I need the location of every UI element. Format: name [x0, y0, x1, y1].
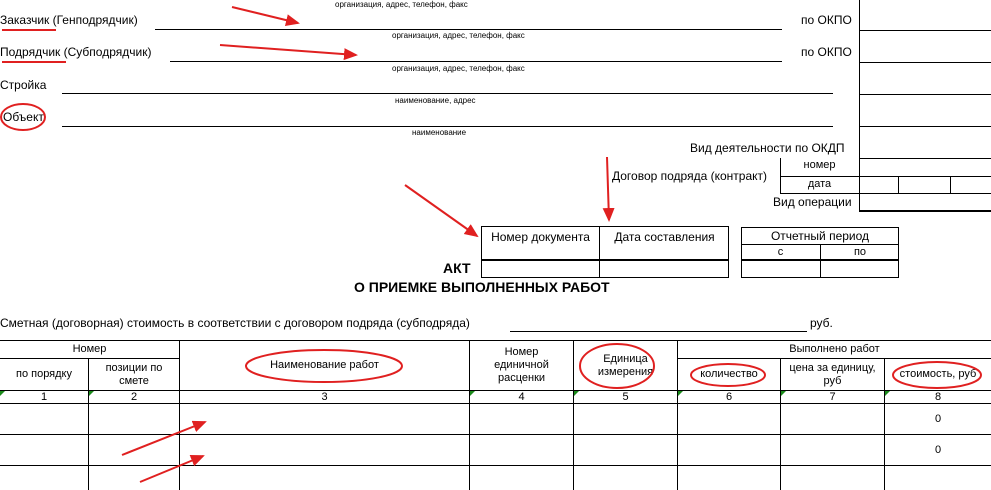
col-number: 2: [130, 390, 138, 403]
object-line[interactable]: [62, 126, 833, 127]
contractor-label: Подрядчик (Субподрядчик): [0, 45, 152, 59]
contractor-line[interactable]: [170, 61, 782, 62]
code-row-line: [859, 210, 991, 212]
period-label: Отчетный период: [770, 229, 870, 243]
col-number: 7: [829, 390, 836, 403]
code-row-line: [859, 30, 991, 31]
period-from-label: с: [777, 246, 784, 258]
doc-number-input[interactable]: [483, 261, 599, 277]
doc-date-label: Дата составления: [614, 230, 715, 244]
act-label: АКТ: [443, 260, 471, 276]
col-number: 4: [518, 390, 525, 403]
header-unit: Единица измерения: [597, 352, 654, 378]
contract-label: Договор подряда (контракт): [612, 169, 768, 183]
col-number: 1: [40, 390, 48, 403]
contract-number-label: номер: [803, 159, 836, 171]
code-row-line: [859, 62, 991, 63]
header-unit-price: цена за единицу, руб: [789, 361, 876, 387]
period-from-input[interactable]: [743, 261, 819, 277]
row-cost: 0: [934, 443, 942, 456]
contractor-hint: организация, адрес, телефон, факс: [392, 64, 525, 73]
site-line[interactable]: [62, 93, 833, 94]
arrow-annotation: [232, 7, 298, 23]
arrow-annotation: [607, 157, 609, 220]
object-hint: наименование: [412, 128, 467, 137]
object-label: Объект: [3, 110, 44, 124]
header-estimate-pos: позиции по смете: [105, 361, 163, 387]
code-row-line: [859, 126, 991, 127]
code-col-left: [859, 0, 860, 210]
header-work-name: Наименование работ: [270, 359, 379, 371]
table-row[interactable]: [0, 404, 991, 434]
table-row[interactable]: [0, 435, 991, 465]
customer-line[interactable]: [155, 29, 782, 30]
customer-label: Заказчик (Генподрядчик): [0, 13, 138, 27]
code-row-line: [780, 193, 991, 194]
header-cost: стоимость, руб: [899, 368, 977, 380]
doc-date-input[interactable]: [601, 261, 728, 277]
row-cost: 0: [934, 412, 942, 425]
arrow-annotation: [220, 45, 356, 55]
col-number: 5: [622, 390, 629, 403]
doc-number-label: Номер документа: [491, 230, 590, 244]
code-row-line: [780, 176, 991, 177]
operation-label: Вид операции: [773, 195, 852, 209]
site-label: Стройка: [0, 78, 47, 92]
header-qty: количество: [700, 368, 758, 380]
works-table: [0, 340, 991, 490]
okpo-label-1: по ОКПО: [801, 13, 852, 27]
okdp-label: Вид деятельности по ОКДП: [690, 141, 845, 155]
cost-line-label: Сметная (договорная) стоимость в соответствии с договором подряда (субподряда): [0, 316, 470, 330]
col-number: 6: [725, 390, 733, 403]
code-row-line: [859, 94, 991, 95]
contractor-hint-top: организация, адрес, телефон, факс: [392, 31, 525, 40]
contract-date-label: дата: [807, 178, 832, 190]
code-col-line: [898, 176, 899, 193]
cost-value-line[interactable]: [510, 331, 807, 332]
code-col-line: [950, 176, 951, 193]
period-to-label: по: [853, 246, 867, 258]
act-title: О ПРИЕМКЕ ВЫПОЛНЕННЫХ РАБОТ: [354, 279, 610, 295]
col-number: 8: [934, 390, 942, 403]
currency-label: руб.: [810, 316, 833, 330]
table-row-line: [0, 465, 991, 466]
header-order: по порядку: [15, 368, 72, 380]
period-to-input[interactable]: [822, 261, 898, 277]
site-hint: наименование, адрес: [395, 96, 476, 105]
header-done-group: Выполнено работ: [789, 343, 880, 355]
header-unit-price-no: Номер единичной расценки: [494, 346, 549, 384]
header-number-group: Номер: [72, 343, 107, 355]
okpo-label-2: по ОКПО: [801, 45, 852, 59]
col-number: 3: [321, 390, 328, 403]
code-row-line: [859, 158, 991, 159]
customer-hint: организация, адрес, телефон, факс: [335, 0, 468, 9]
arrow-annotation: [405, 185, 477, 236]
